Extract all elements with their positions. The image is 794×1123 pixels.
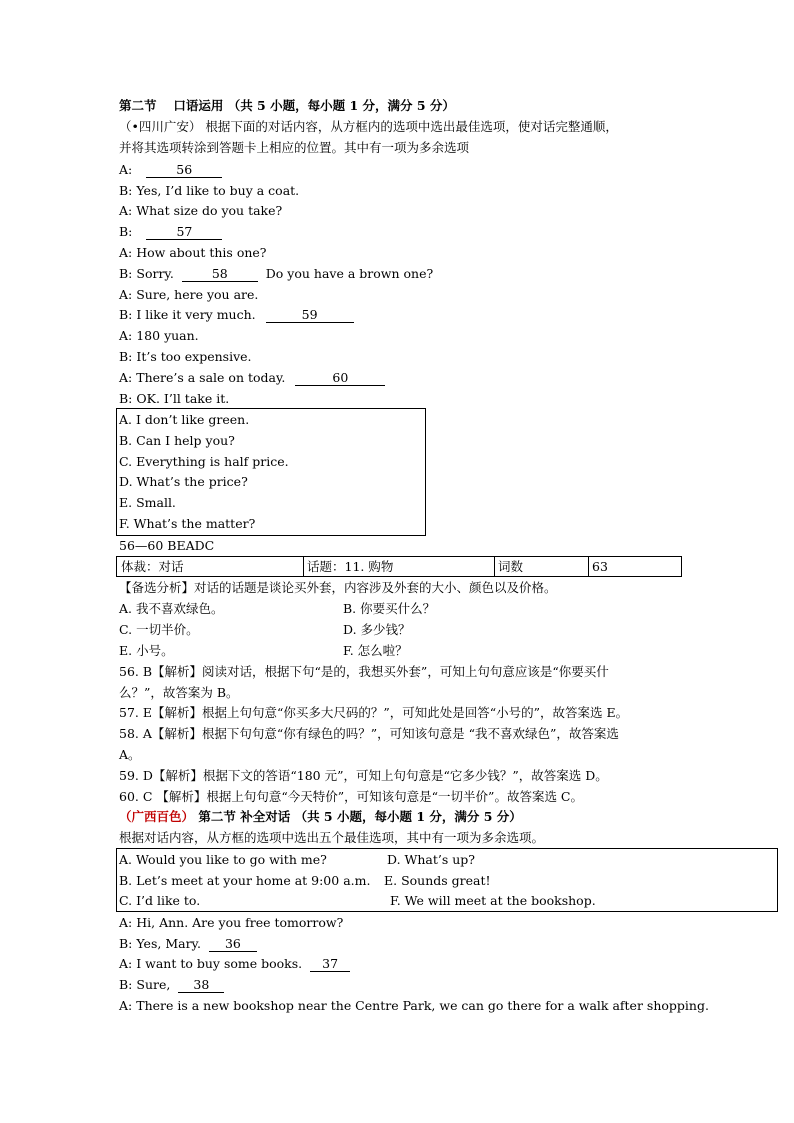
instruction-line-2: 并将其选项转涂到答题卡上相应的位置。其中有一项为多余选项 <box>119 140 470 155</box>
translation-item: A. 我不喜欢绿色。 <box>119 601 224 616</box>
source-label: （广西百色） <box>119 809 195 824</box>
speaker: A: <box>119 998 133 1013</box>
dialogue-line <box>119 306 354 324</box>
option-item: F. What’s the matter? <box>119 516 256 531</box>
option-item: B. Can I help you? <box>119 433 235 448</box>
dialogue-text: There is a new bookshop near the Centre Park, we can go there for a walk after shopping. <box>136 998 709 1013</box>
translation-item: E. 小号。 <box>119 643 174 658</box>
speaker: B: <box>119 349 133 364</box>
dialogue-text: How about this one? <box>136 245 267 260</box>
dialogue-line <box>119 348 252 366</box>
dialogue-line <box>119 244 267 262</box>
speaker: B: <box>119 266 133 281</box>
analysis-line <box>119 579 557 597</box>
dialogue-line <box>119 223 222 241</box>
speaker: A: <box>119 245 133 260</box>
speaker: A: <box>119 203 133 218</box>
answer-blank-38: 38 <box>178 978 224 993</box>
speaker: A: <box>119 370 133 385</box>
explanation-line: 60. C 【解析】根据上句句意“今天特价”，可知该句意是“一切半价”。故答案选 C。 <box>119 789 583 804</box>
speaker: B: <box>119 307 133 322</box>
option-item: E. Small. <box>119 495 176 510</box>
speaker: A: <box>119 915 133 930</box>
section-heading: 第二节 口语运用 （共 5 小题，每小题 1 分，满分 5 分） <box>119 98 455 113</box>
option-item: E. Sounds great! <box>384 873 491 888</box>
option-item: D. What’s the price? <box>119 474 248 489</box>
dialogue-line <box>119 935 257 953</box>
dialogue-text: Sorry. <box>136 266 174 281</box>
speaker: B: <box>119 224 133 239</box>
answer-blank-56: 56 <box>146 163 222 178</box>
speaker: A: <box>119 956 133 971</box>
dialogue-line <box>119 997 709 1015</box>
dialogue-text: OK. I’ll take it. <box>136 391 230 406</box>
instruction-line-1: （•四川广安） 根据下面的对话内容，从方框内的选项中选出最佳选项，使对话完整通顺， <box>119 119 618 134</box>
dialogue-text: Yes, I’d like to buy a coat. <box>136 183 300 198</box>
genre-cell: 体裁：对话 <box>121 559 184 574</box>
dialogue-line <box>119 265 433 283</box>
dialogue-text: There’s a sale on today. <box>136 370 286 385</box>
option-item: B. Let’s meet at your home at 9:00 a.m. <box>119 873 371 888</box>
speaker: A: <box>119 162 133 177</box>
dialogue-text: It’s too expensive. <box>136 349 252 364</box>
speaker: B: <box>119 391 133 406</box>
dialogue-text: I like it very much. <box>136 307 256 322</box>
dialogue-line <box>119 390 229 408</box>
translation-item: B. 你要买什么？ <box>343 601 436 616</box>
analysis-label: 【备选分析】 <box>119 580 195 595</box>
option-item: C. I’d like to. <box>119 893 201 908</box>
explanation-line: 58. A【解析】根据下句句意“你有绿色的吗？”，可知该句意是 “我不喜欢绿色”，故答案选 <box>119 726 619 741</box>
explanation-line: 59. D【解析】根据下文的答语“180 元”，可知上句句意是“它多少钱？”，故答案选 D。 <box>119 768 608 783</box>
dialogue-line <box>119 369 385 387</box>
option-item: A. I don’t like green. <box>119 412 250 427</box>
dialogue-line <box>119 182 299 200</box>
option-item: F. We will meet at the bookshop. <box>390 893 596 908</box>
speaker: A: <box>119 328 133 343</box>
dialogue-line <box>119 914 343 932</box>
answer-blank-59: 59 <box>266 308 354 323</box>
translation-item: F. 怎么啦？ <box>343 643 408 658</box>
dialogue-line <box>119 161 222 179</box>
explanation-line: 57. E【解析】根据上句句意“你买多大尺码的？”，可知此处是回答“小号的”，故答案选 E。 <box>119 705 629 720</box>
answer-blank-60: 60 <box>295 371 385 386</box>
dialogue-line <box>119 202 282 220</box>
answer-blank-36: 36 <box>209 937 257 952</box>
explanation-line: 么？”，故答案为 B。 <box>119 685 239 700</box>
speaker: A: <box>119 287 133 302</box>
dialogue-text: Sure, <box>136 977 171 992</box>
dialogue-text: Hi, Ann. Are you free tomorrow? <box>136 915 344 930</box>
speaker: B: <box>119 936 133 951</box>
answer-blank-37: 37 <box>310 957 350 972</box>
answer-key: 56—60 BEADC <box>119 538 215 553</box>
explanation-line: A。 <box>119 747 141 762</box>
word-count-value: 63 <box>592 559 608 574</box>
info-table <box>116 556 682 577</box>
dialogue-text: I want to buy some books. <box>136 956 303 971</box>
option-item: A. Would you like to go with me? <box>119 852 327 867</box>
translation-item: C. 一切半价。 <box>119 622 199 637</box>
option-item: C. Everything is half price. <box>119 454 289 469</box>
topic-cell: 话题：11. 购物 <box>307 559 394 574</box>
answer-blank-57: 57 <box>146 225 222 240</box>
speaker: B: <box>119 977 133 992</box>
dialogue-text: What size do you take? <box>136 203 283 218</box>
translation-item: D. 多少钱？ <box>343 622 411 637</box>
dialogue-text: 180 yuan. <box>136 328 199 343</box>
section-2-title: 第二节 补全对话 （共 5 小题，每小题 1 分，满分 5 分） <box>194 809 522 824</box>
dialogue-text: Yes, Mary. <box>136 936 201 951</box>
speaker: B: <box>119 183 133 198</box>
analysis-text: 对话的话题是谈论买外套，内容涉及外套的大小、颜色以及价格。 <box>194 580 557 595</box>
dialogue-line <box>119 327 199 345</box>
answer-blank-58: 58 <box>182 267 258 282</box>
dialogue-line <box>119 286 258 304</box>
dialogue-text: Do you have a brown one? <box>265 266 434 281</box>
explanation-line: 56. B【解析】阅读对话，根据下句“是的，我想买外套”，可知上句句意应该是“你要买什 <box>119 664 609 679</box>
dialogue-text: Sure, here you are. <box>136 287 259 302</box>
section-2-instruction: 根据对话内容，从方框的选项中选出五个最佳选项，其中有一项为多余选项。 <box>119 830 545 845</box>
section-2-heading <box>119 808 522 826</box>
word-count-label: 词数 <box>498 559 524 574</box>
dialogue-line <box>119 976 224 994</box>
dialogue-line <box>119 955 350 973</box>
option-item: D. What’s up? <box>387 852 476 867</box>
